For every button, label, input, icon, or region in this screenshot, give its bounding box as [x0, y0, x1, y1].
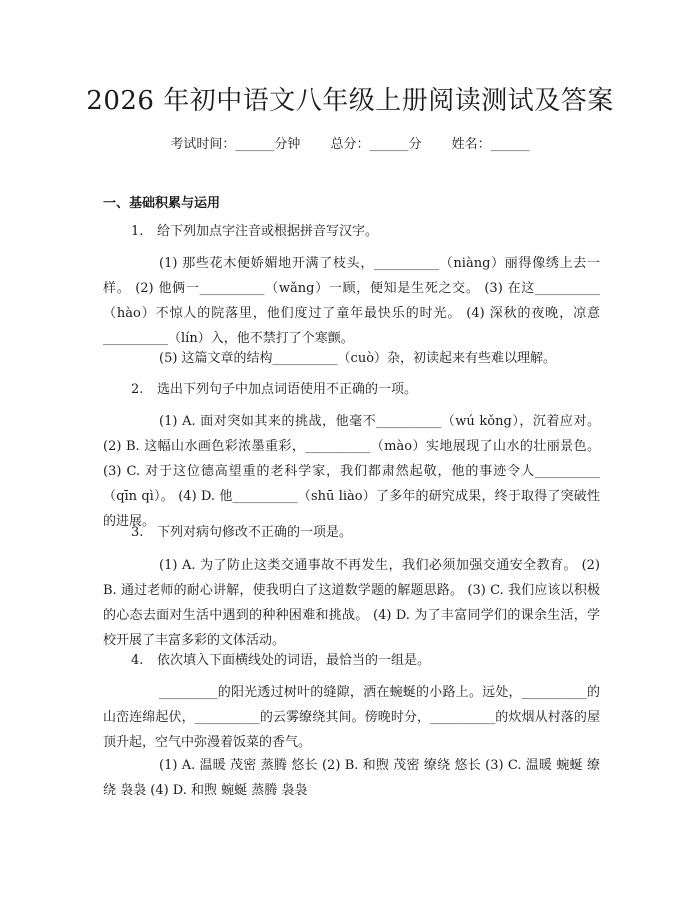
document-title: 2026 年初中语文八年级上册阅读测试及答案 — [86, 86, 614, 116]
question-1-stem — [103, 219, 600, 245]
question-1-text: 给下列加点字注音或根据拼音写汉字。 — [157, 224, 379, 239]
question-4-stem — [103, 648, 600, 674]
question-2-text: 选出下列句子中加点词语使用不正确的一项。 — [157, 382, 418, 397]
question-1-number: 1. — [131, 224, 144, 239]
question-3-text: 下列对病句修改不正确的一项是。 — [157, 525, 353, 540]
question-2-stem — [103, 377, 600, 403]
question-4-number: 4. — [131, 653, 144, 668]
question-1-items: (1) 那些花木便娇媚地开满了枝头，__________（niàng）丽得像绣上去一样。 (2) 他俩一__________（wǎng）一顾，便知是生死之交。 (3) 在这__________（hào）不惊人的院落里，他们度过了童年最快乐的时光。 (4) 深秋的夜晚，凉意__________（lín）入，他不禁打了个寒颤。 — [103, 256, 600, 346]
question-3-options: (1) A. 为了防止这类交通事故不再发生，我们必须加强交通安全教育。 (2) B. 通过老师的耐心讲解，使我明白了这道数学题的解题思路。 (3) C. 我们应该以积极的心态去面对生活中遇到的种种困难和挑战。 (4) D. 为了丰富同学们的课余生活，学校开展了丰富多彩的文体活动。 — [103, 558, 600, 648]
question-4-text: 依次填入下面横线处的词语，最恰当的一组是。 — [157, 653, 431, 668]
question-1-item-5: (5) 这篇文章的结构__________（cuò）杂，初读起来有些难以理解。 — [159, 351, 557, 366]
exam-time-field: 考试时间：______分钟 — [170, 137, 301, 152]
question-4-options: (1) A. 温暖 茂密 蒸腾 悠长 (2) B. 和煦 茂密 缭绕 悠长 (3) C. 温暖 蜿蜒 缭绕 袅袅 (4) D. 和煦 蜿蜒 蒸腾 袅袅 — [103, 758, 600, 798]
question-3-stem — [103, 520, 600, 546]
question-2-number: 2. — [131, 382, 144, 397]
question-3-number: 3. — [131, 525, 144, 540]
total-score-field: 总分：______分 — [330, 137, 422, 152]
section-heading: 一、基础积累与运用 — [103, 196, 221, 211]
student-name-field: 姓名：______ — [451, 137, 530, 152]
question-2-options: (1) A. 面对突如其来的挑战，他毫不__________（wú kǒng），沉着应对。 (2) B. 这幅山水画色彩浓墨重彩，__________（mào）实地展现了山水的壮丽景色。 (3) C. 对于这位德高望重的老科学家，我们都肃然起敬，他的事迹令人__________（qīn qì）。 (4) D. 他__________（shū liào）了多年的研究成果，终于取得了突破性的进展。 — [103, 414, 600, 529]
question-4-passage: _________的阳光透过树叶的缝隙，洒在蜿蜒的小路上。远处，__________的山峦连绵起伏，__________的云雾缭绕其间。傍晚时分，__________的炊烟从村落的屋顶升起，空气中弥漫着饭菜的香气。 — [103, 685, 600, 750]
exam-info-line — [0, 133, 700, 152]
